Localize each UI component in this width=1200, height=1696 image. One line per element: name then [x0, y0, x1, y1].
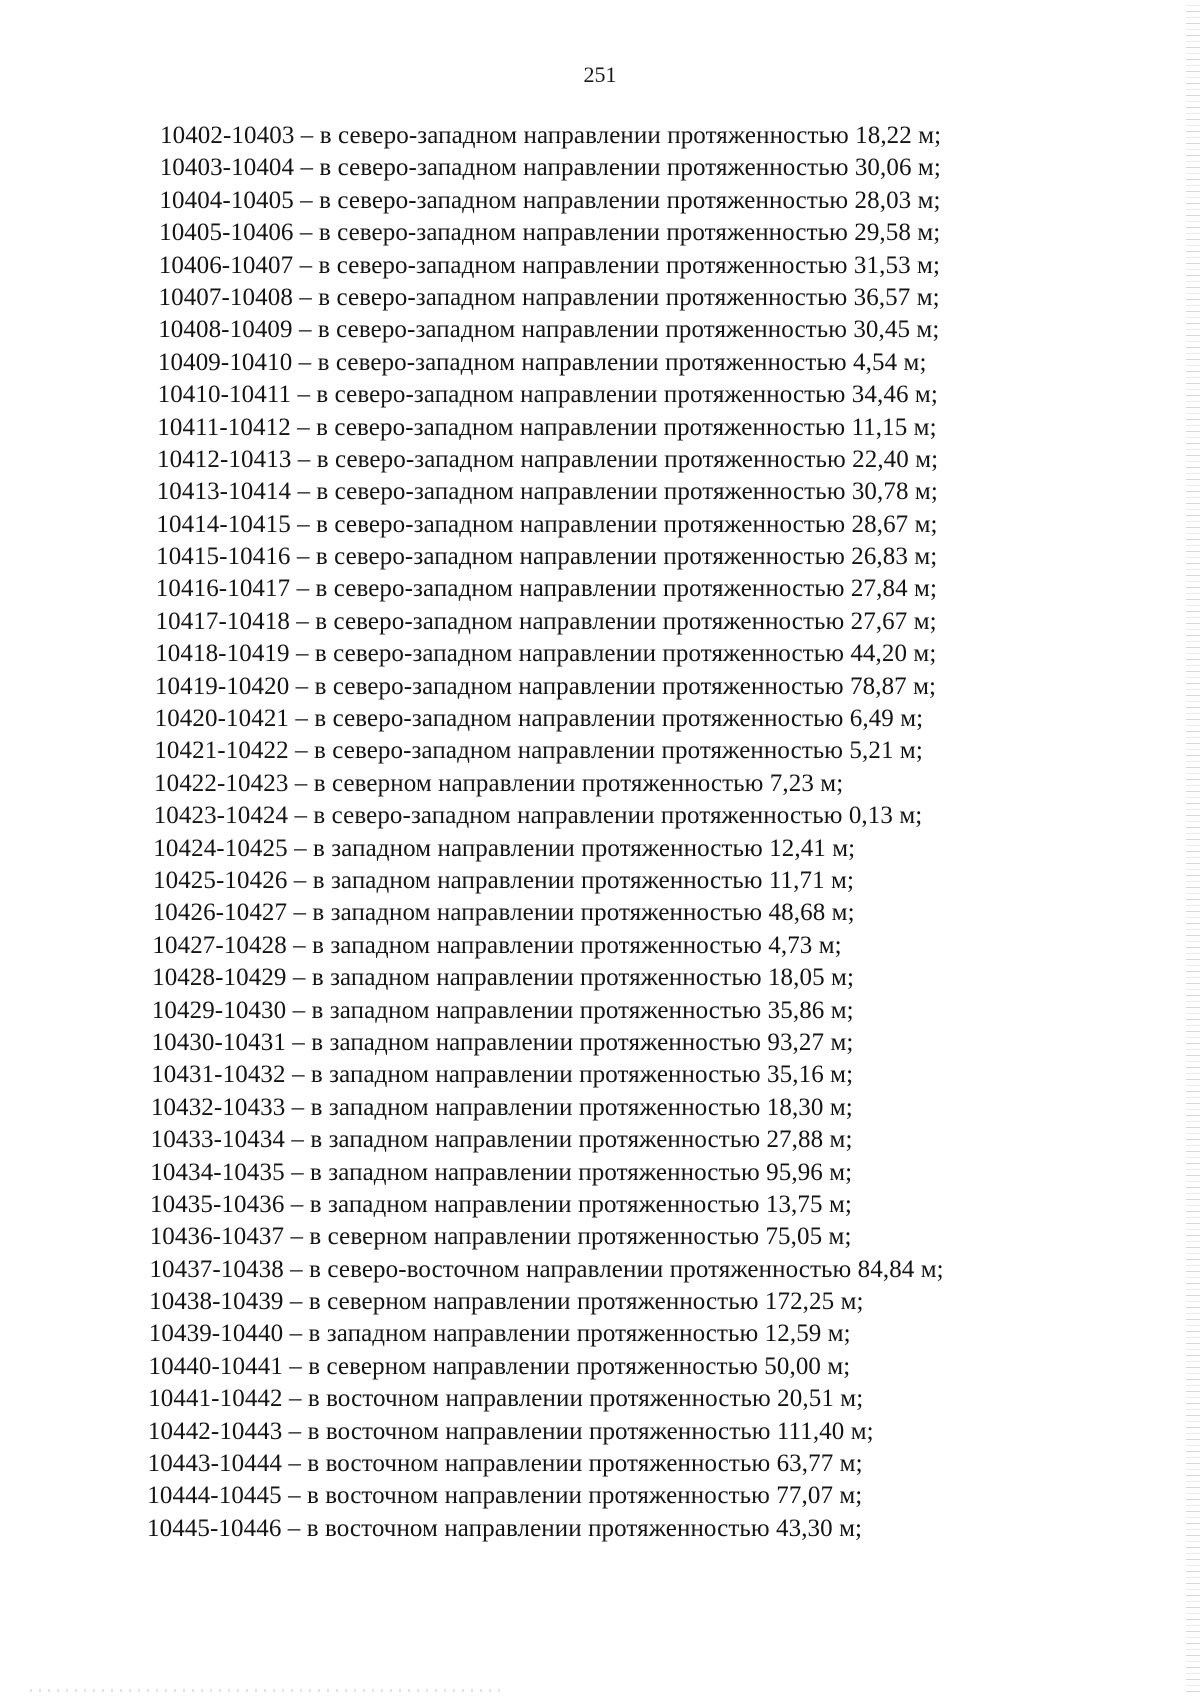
segment-line: 10408-10409 – в северо-западном направлении протяженностью 30,45 м; [158, 316, 940, 344]
segment-line: 10420-10421 – в северо-западном направлении протяженностью 6,49 м; [154, 705, 924, 733]
segment-line: 10444-10445 – в восточном направлении протяженностью 77,07 м; [147, 1482, 863, 1510]
segment-line: 10416-10417 – в северо-западном направлении протяженностью 27,84 м; [155, 575, 937, 603]
segment-line: 10431-10432 – в западном направлении протяженностью 35,16 м; [151, 1061, 854, 1089]
segment-line: 10418-10419 – в северо-западном направлении протяженностью 44,20 м; [155, 640, 937, 668]
segment-line: 10409-10410 – в северо-западном направлении протяженностью 4,54 м; [157, 348, 927, 376]
segment-line: 10428-10429 – в западном направлении протяженностью 18,05 м; [152, 964, 855, 992]
segment-line: 10441-10442 – в восточном направлении протяженностью 20,51 м; [148, 1385, 864, 1413]
segment-line: 10422-10423 – в северном направлении протяженностью 7,23 м; [154, 769, 844, 797]
segment-line: 10439-10440 – в западном направлении протяженностью 12,59 м; [148, 1320, 851, 1348]
segment-line: 10417-10418 – в северо-западном направлении протяженностью 27,67 м; [155, 607, 937, 635]
segment-line: 10413-10414 – в северо-западном направлении протяженностью 30,78 м; [156, 478, 938, 506]
segment-line: 10436-10437 – в северном направлении протяженностью 75,05 м; [149, 1223, 852, 1251]
segment-line: 10414-10415 – в северо-западном направлении протяженностью 28,67 м; [156, 510, 938, 538]
segment-line: 10421-10422 – в северо-западном направлении протяженностью 5,21 м; [154, 737, 923, 765]
segment-line: 10440-10441 – в северном направлении протяженностью 50,00 м; [148, 1352, 851, 1380]
segment-line: 10419-10420 – в северо-западном направлении протяженностью 78,87 м; [154, 672, 937, 700]
segment-line: 10435-10436 – в западном направлении протяженностью 13,75 м; [150, 1190, 852, 1218]
segment-line: 10437-10438 – в северо-восточном направлении протяженностью 84,84 м; [149, 1255, 944, 1283]
segment-line: 10434-10435 – в западном направлении протяженностью 95,96 м; [150, 1158, 853, 1186]
segment-line: 10402-10403 – в северо-западном направлении протяженностью 18,22 м; [160, 122, 942, 149]
segment-line: 10432-10433 – в западном направлении протяженностью 18,30 м; [150, 1093, 853, 1121]
segment-line: 10411-10412 – в северо-западном направлении протяженностью 11,15 м; [157, 413, 937, 441]
segment-line: 10442-10443 – в восточном направлении протяженностью 111,40 м; [147, 1417, 874, 1445]
segment-line: 10412-10413 – в северо-западном направлении протяженностью 22,40 м; [157, 445, 939, 473]
scan-edge-artifact [1186, 0, 1200, 1696]
segment-line: 10438-10439 – в северном направлении протяженностью 172,25 м; [149, 1288, 864, 1316]
segment-line: 10433-10434 – в западном направлении протяженностью 27,88 м; [150, 1126, 853, 1154]
segment-line: 10407-10408 – в северо-западном направлении протяженностью 36,57 м; [158, 283, 940, 311]
segment-line: 10405-10406 – в северо-западном направлении протяженностью 29,58 м; [159, 219, 941, 247]
segment-line: 10403-10404 – в северо-западном направлении протяженностью 30,06 м; [159, 154, 941, 182]
segment-line: 10415-10416 – в северо-западном направлении протяженностью 26,83 м; [156, 543, 938, 571]
segment-line: 10443-10444 – в восточном направлении протяженностью 63,77 м; [147, 1450, 863, 1478]
segment-line: 10424-10425 – в западном направлении протяженностью 12,41 м; [153, 834, 856, 862]
segment-line: 10430-10431 – в западном направлении протяженностью 93,27 м; [151, 1028, 854, 1056]
segment-line: 10425-10426 – в западном направлении протяженностью 11,71 м; [153, 866, 854, 894]
segment-line: 10426-10427 – в западном направлении протяженностью 48,68 м; [152, 899, 855, 927]
segment-line: 10404-10405 – в северо-западном направлении протяженностью 28,03 м; [159, 186, 941, 214]
page-number: 251 [583, 62, 617, 87]
segment-line: 10429-10430 – в западном направлении протяженностью 35,86 м; [151, 996, 854, 1024]
segment-line: 10410-10411 – в северо-западном направлении протяженностью 34,46 м; [157, 381, 938, 409]
segment-line: 10427-10428 – в западном направлении протяженностью 4,73 м; [152, 931, 842, 959]
scan-bottom-artifact [30, 1689, 500, 1692]
segment-line: 10406-10407 – в северо-западном направлении протяженностью 31,53 м; [158, 251, 940, 279]
segment-line: 10445-10446 – в восточном направлении протяженностью 43,30 м; [147, 1514, 863, 1542]
segment-line: 10423-10424 – в северо-западном направлении протяженностью 0,13 м; [153, 802, 923, 830]
segment-list [0, 120, 1200, 1545]
